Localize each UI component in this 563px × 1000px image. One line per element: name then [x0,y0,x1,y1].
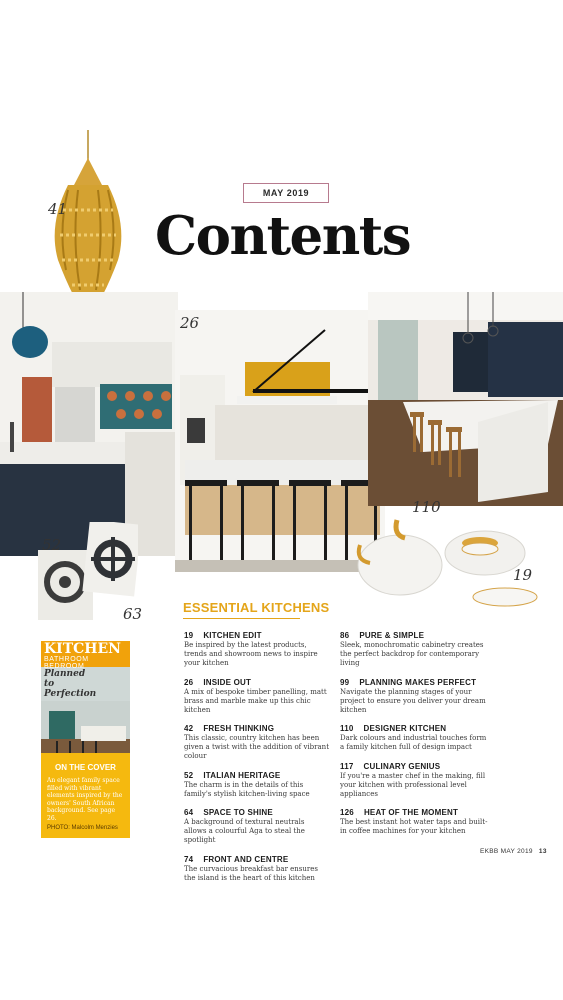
entry-title: INSIDE OUT [203,677,252,687]
contents-column-left [184,631,329,893]
page-folio [480,848,547,855]
contents-entry[interactable] [340,762,490,799]
entry-description: A mix of bespoke timber panelling, matt brass and marble make up this chic kitchen [184,687,327,714]
contents-entry[interactable] [184,855,329,883]
entry-page: 26 [184,677,194,687]
contents-entry[interactable] [184,724,329,761]
entry-description: Navigate the planning stages of your project to ensure you deliver your dream kitchen [340,687,486,714]
folio-text: EKBB MAY 2019 [480,848,533,855]
contents-column-right [340,631,490,846]
entry-description: A background of textural neutrals allows a colourful Aga to steal the spotlight [184,818,305,845]
entry-page: 99 [340,677,350,687]
entry-page: 126 [340,808,354,818]
entry-title: ITALIAN HERITAGE [203,770,281,780]
entry-title: FRONT AND CENTRE [203,854,289,864]
entry-title: SPACE TO SHINE [203,808,273,818]
entry-title: FRESH THINKING [203,724,275,734]
cover-masthead-block [41,641,130,670]
page-ref-26: 26 [180,314,200,332]
page-ref-52: 52 [42,536,62,554]
cover-photo [41,701,130,753]
page-ref-41: 41 [48,200,68,218]
contents-entry[interactable] [340,631,490,668]
entry-page: 86 [340,631,350,640]
entry-description: This classic, country kitchen has been given a twist with the addition of vibrant colour [184,734,330,761]
contents-entry[interactable] [184,771,329,799]
section-heading: ESSENTIAL KITCHENS [183,600,330,615]
magazine-cover-thumbnail[interactable] [41,641,130,753]
entry-page: 64 [184,808,194,818]
entry-title: CULINARY GENIUS [363,761,441,771]
page-title: Contents [155,205,411,267]
page-ref-19: 19 [513,566,533,584]
entry-description: Sleek, monochromatic cabinetry creates the perfect backdrop for contemporary living [340,641,484,667]
entry-description: The curvacious breakfast bar ensures the island is the heart of this kitchen [184,864,318,882]
contents-entry[interactable] [340,808,490,836]
on-the-cover-text: An elegant family space filled with vibrant elements inspired by the owners' South African background. See page 26. [47,777,123,822]
photo-credit: PHOTO: Malcolm Menzies [47,825,118,831]
entry-description: The best instant hot water taps and built-in coffee machines for your kitchen [340,818,488,836]
entry-description: If you're a master chef in the making, fill your kitchen with professional level appliances [340,771,486,798]
entry-page: 74 [184,854,194,864]
entry-page: 117 [340,761,354,771]
folio-page-number: 13 [538,848,547,855]
kitchen-photo-left [0,292,178,556]
entry-page: 42 [184,724,194,734]
contents-entry[interactable] [184,678,329,715]
on-the-cover-heading: ON THE COVER [55,763,116,772]
kitchen-photo-right [368,292,563,506]
entry-description: Dark colours and industrial touches form a family kitchen full of design impact [340,734,487,752]
cover-masthead-sub: BATHROOM BEDROOM [44,656,89,670]
entry-title: PLANNING MAKES PERFECT [359,677,477,687]
entry-title: DESIGNER KITCHEN [363,724,447,734]
entry-page: 110 [340,724,354,734]
cover-line: Planned to Perfection [44,669,97,699]
entry-title: HEAT OF THE MOMENT [363,808,459,818]
kitchen-photo-middle [175,310,385,572]
page-ref-63: 63 [123,605,143,623]
entry-description: The charm is in the details of this family's stylish kitchen-living space [184,780,310,798]
entry-title: KITCHEN EDIT [203,631,262,640]
section-rule [183,618,300,619]
page-ref-110: 110 [412,498,441,516]
contents-entry[interactable] [184,808,329,845]
contents-entry[interactable] [340,678,490,715]
cover-masthead: KITCHEN [44,641,121,657]
contents-entry[interactable] [184,631,329,668]
issue-date-badge: MAY 2019 [243,183,329,203]
entry-title: PURE & SIMPLE [359,631,425,640]
on-the-cover-box [41,753,130,838]
teapot-image [355,505,545,610]
contents-entry[interactable] [340,724,490,752]
entry-description: Be inspired by the latest products, trends and showroom news to inspire your kitchen [184,641,318,667]
entry-page: 19 [184,631,194,640]
entry-page: 52 [184,770,194,780]
